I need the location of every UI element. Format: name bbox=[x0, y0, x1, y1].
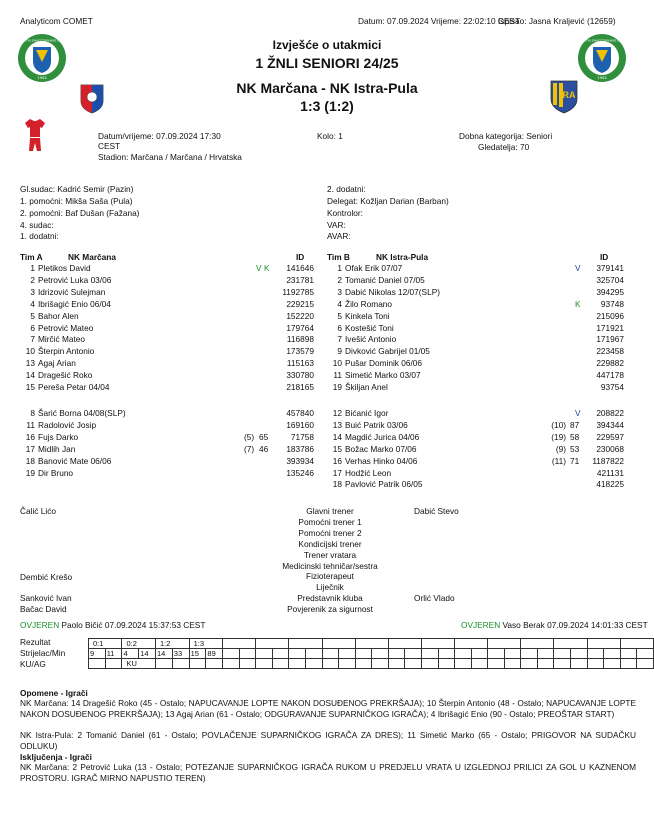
player-number: 12 bbox=[332, 408, 342, 418]
player-id: 229882 bbox=[596, 358, 624, 369]
player-number: 17 bbox=[25, 443, 35, 454]
ku-cell: KU bbox=[122, 659, 156, 669]
match-score: 1:3 (1:2) bbox=[300, 98, 354, 114]
player-id: 116898 bbox=[286, 334, 314, 345]
player-name: Agaj Arian bbox=[38, 358, 76, 369]
player-name: Ibrišagić Enio 06/04 bbox=[38, 298, 111, 309]
ku-cell bbox=[504, 659, 521, 669]
player-number: 6 bbox=[30, 322, 35, 333]
result-cell bbox=[289, 639, 322, 649]
player-id: 179764 bbox=[286, 322, 314, 333]
player-row bbox=[0, 382, 654, 393]
staff-role: Predstavnik kluba bbox=[297, 593, 363, 604]
player-row bbox=[0, 420, 654, 431]
player-number: 4 bbox=[337, 298, 342, 309]
player-name: Kinkela Toni bbox=[345, 310, 390, 321]
scorer-cell bbox=[405, 649, 422, 659]
result-cell bbox=[322, 639, 355, 649]
scorer-cell: 4 bbox=[122, 649, 139, 659]
player-number: 2 bbox=[30, 274, 35, 285]
player-number: 5 bbox=[30, 310, 35, 321]
player-number: 1 bbox=[30, 263, 35, 273]
sub-for: (7) bbox=[244, 443, 255, 454]
ku-cell bbox=[488, 659, 505, 669]
player-number: 10 bbox=[332, 358, 342, 369]
ku-cell bbox=[189, 659, 206, 669]
sub-minute: 65 bbox=[259, 431, 269, 442]
ku-cell bbox=[105, 659, 122, 669]
player-row bbox=[0, 287, 654, 298]
staff-role: Medicinski tehničar/sestra bbox=[282, 560, 378, 571]
team-a-name: NK Marčana bbox=[68, 252, 116, 262]
player-row bbox=[0, 346, 654, 357]
home-head-coach: Čalić Lićo bbox=[20, 506, 56, 516]
scorer-cell bbox=[322, 649, 339, 659]
player-name: Pavlović Patrik 06/05 bbox=[345, 479, 423, 490]
player-number: 1 bbox=[337, 263, 342, 273]
ku-cell bbox=[206, 659, 223, 669]
ku-cell bbox=[438, 659, 455, 669]
player-id: 173579 bbox=[286, 346, 314, 357]
player-row bbox=[0, 479, 654, 490]
away-head-coach: Dabić Stevo bbox=[414, 506, 459, 516]
official-line: VAR: bbox=[327, 220, 346, 230]
player-number: 13 bbox=[332, 419, 342, 430]
scorer-label: Strijelac/Min bbox=[20, 648, 66, 658]
player-name: Kostešić Toni bbox=[345, 322, 394, 333]
player-number: 7 bbox=[30, 334, 35, 345]
away-representative: Orlić Vlado bbox=[414, 593, 455, 603]
scorer-cell bbox=[289, 649, 306, 659]
player-row bbox=[0, 444, 654, 455]
ku-cell bbox=[521, 659, 538, 669]
player-number: 19 bbox=[332, 382, 342, 392]
player-name: Idrizović Sulejman bbox=[38, 286, 106, 297]
player-id: 171967 bbox=[596, 334, 624, 345]
scorer-row bbox=[89, 649, 654, 659]
scorer-cell bbox=[521, 649, 538, 659]
age-category: Dobna kategorija: Seniori bbox=[459, 131, 553, 141]
scorer-cell: 33 bbox=[172, 649, 189, 659]
ku-cell bbox=[372, 659, 389, 669]
match-stadium: Stadion: Marčana / Marčana / Hrvatska bbox=[98, 152, 242, 162]
staff-role: Povjerenik za sigurnost bbox=[287, 604, 373, 615]
player-id: 325704 bbox=[596, 274, 624, 285]
scorer-cell: 15 bbox=[189, 649, 206, 659]
result-cell bbox=[620, 639, 653, 649]
player-id: 71758 bbox=[290, 431, 314, 442]
team-a-id-header: ID bbox=[296, 252, 305, 262]
official-line: 1. pomoćni: Mikša Saša (Pula) bbox=[20, 196, 133, 206]
sub-minute: 87 bbox=[570, 419, 580, 430]
ku-cell bbox=[421, 659, 438, 669]
scorer-cell: 14 bbox=[155, 649, 172, 659]
ku-cell bbox=[637, 659, 654, 669]
result-cell bbox=[554, 639, 587, 649]
player-id: 115163 bbox=[286, 358, 314, 369]
svg-text:1953: 1953 bbox=[597, 75, 607, 80]
player-number: 14 bbox=[25, 370, 35, 381]
player-id: 93754 bbox=[600, 382, 624, 392]
player-id: 230068 bbox=[596, 443, 624, 454]
player-number: 15 bbox=[332, 443, 342, 454]
ku-cell bbox=[455, 659, 472, 669]
player-number: 16 bbox=[25, 431, 35, 442]
player-name: Buić Patrik 03/06 bbox=[345, 419, 408, 430]
player-name: Šarić Borna 04/08(SLP) bbox=[38, 408, 126, 418]
staff-role: Liječnik bbox=[316, 582, 344, 593]
sub-for: (5) bbox=[244, 431, 255, 442]
player-number: 4 bbox=[30, 298, 35, 309]
scorer-cell bbox=[438, 649, 455, 659]
sub-minute: 58 bbox=[570, 431, 580, 442]
result-cell bbox=[256, 639, 289, 649]
scorer-cell bbox=[488, 649, 505, 659]
player-number: 18 bbox=[25, 455, 35, 466]
player-number: 5 bbox=[337, 310, 342, 321]
player-number: 14 bbox=[332, 431, 342, 442]
player-number: 15 bbox=[25, 382, 35, 392]
away-verified bbox=[461, 620, 648, 630]
sub-minute: 71 bbox=[570, 455, 580, 466]
player-row bbox=[0, 275, 654, 286]
scorer-cell bbox=[504, 649, 521, 659]
player-row bbox=[0, 334, 654, 345]
result-cell bbox=[488, 639, 521, 649]
player-id: 229215 bbox=[286, 298, 314, 309]
player-name: Verhas Hinko 04/06 bbox=[345, 455, 418, 466]
team-b-id-header: ID bbox=[600, 252, 609, 262]
scorer-cell bbox=[537, 649, 554, 659]
svg-text:NOGOMETNI SAVEZ ŽUPANIJE ISTAR: NOGOMETNI SAVEZ ŽUPANIJE ISTARSKE bbox=[12, 38, 72, 43]
player-number: 9 bbox=[337, 346, 342, 357]
player-name: Dir Bruno bbox=[38, 467, 74, 478]
player-name: Banović Mate 06/06 bbox=[38, 455, 112, 466]
home-verified-text: Paolo Bičić 07.09.2024 15:37:53 CEST bbox=[61, 620, 206, 630]
match-timezone: CEST bbox=[98, 141, 121, 151]
player-name: Tomanić Daniel 07/05 bbox=[345, 274, 425, 285]
ku-cell bbox=[89, 659, 106, 669]
result-cell bbox=[421, 639, 454, 649]
player-number: 16 bbox=[332, 455, 342, 466]
staff-role: Pomoćni trener 1 bbox=[298, 516, 362, 527]
ku-cell bbox=[339, 659, 356, 669]
scorer-cell bbox=[455, 649, 472, 659]
player-name: Pletikos David bbox=[38, 263, 91, 273]
sub-for: (10) bbox=[551, 419, 566, 430]
scorer-cell bbox=[223, 649, 240, 659]
official-line: AVAR: bbox=[327, 231, 351, 241]
player-id: 215096 bbox=[596, 310, 624, 321]
spectators: Gledatelja: 70 bbox=[478, 142, 530, 152]
ku-cell bbox=[537, 659, 554, 669]
player-id: 218165 bbox=[286, 382, 314, 392]
goalkeeper-mark: V bbox=[256, 263, 262, 273]
sub-for: (11) bbox=[551, 455, 566, 466]
player-name: Divković Gabrijel 01/05 bbox=[345, 346, 430, 357]
player-name: Šterpin Antonio bbox=[38, 346, 95, 357]
ku-cell bbox=[306, 659, 323, 669]
player-name: Mirčić Mateo bbox=[38, 334, 86, 345]
official-line: 1. dodatni: bbox=[20, 231, 59, 241]
result-cell: 0:1 bbox=[89, 639, 122, 649]
player-id: 135246 bbox=[286, 467, 314, 478]
home-representative: Sanković Ivan bbox=[20, 593, 72, 603]
company-name: Analyticom COMET bbox=[20, 16, 93, 26]
expulsions-home: NK Marčana: 2 Petrović Luka (13 - Ostalo; POTEZANJE SUPARNIČKOG IGRAČA RUKOM U PREDJELU VRATA U IZGLEDNOJ PRILICI ZA GOL U KAZNENOM PROSTORU. IGRAČ MIRNO NAPUSTIO TEREN) bbox=[20, 762, 636, 783]
away-club-crest bbox=[550, 80, 578, 114]
league-title: 1 ŽNLI SENIORI 24/25 bbox=[255, 55, 399, 71]
ku-cell bbox=[405, 659, 422, 669]
player-name: Božac Marko 07/06 bbox=[345, 443, 417, 454]
scorer-cell: 9 bbox=[89, 649, 106, 659]
away-verified-label: OVJEREN bbox=[461, 620, 501, 630]
player-number: 6 bbox=[337, 322, 342, 333]
match-round: Kolo: 1 bbox=[317, 131, 343, 141]
home-physio: Dembić Krešo bbox=[20, 572, 73, 582]
player-row bbox=[0, 408, 654, 419]
staff-role: Fizioterapeut bbox=[306, 571, 354, 582]
goalkeeper-mark: V bbox=[575, 408, 581, 418]
player-name: Dabić Nikolas 12/07(SLP) bbox=[345, 286, 440, 297]
player-name: Ivešić Antonio bbox=[345, 334, 397, 345]
team-b-label: Tim B bbox=[327, 252, 350, 262]
away-verified-text: Vaso Berak 07.09.2024 14:01:33 CEST bbox=[502, 620, 648, 630]
player-name: Fujs Darko bbox=[38, 431, 79, 442]
player-id: 1187822 bbox=[592, 455, 624, 466]
ku-cell bbox=[239, 659, 256, 669]
player-name: Hodžić Leon bbox=[345, 467, 392, 478]
ku-cell bbox=[620, 659, 637, 669]
home-club-crest bbox=[80, 84, 104, 114]
official-line: 2. pomoćni: Baf Dušan (Fažana) bbox=[20, 208, 140, 218]
player-number: 8 bbox=[30, 408, 35, 418]
expulsions-title: Isključenja - Igrači bbox=[20, 752, 92, 762]
player-name: Magdić Jurica 04/06 bbox=[345, 431, 420, 442]
captain-mark: K bbox=[575, 298, 581, 309]
player-id: 152220 bbox=[286, 310, 314, 321]
player-number: 3 bbox=[30, 286, 35, 297]
player-number: 11 bbox=[333, 370, 342, 381]
scorer-cell bbox=[239, 649, 256, 659]
player-name: Radolović Josip bbox=[38, 419, 97, 430]
result-cell bbox=[455, 639, 488, 649]
scorer-cell bbox=[587, 649, 604, 659]
player-number: 13 bbox=[25, 358, 35, 369]
player-id: 141646 bbox=[286, 263, 314, 273]
player-row bbox=[0, 358, 654, 369]
warnings-home: NK Marčana: 14 Dragešić Roko (45 - Ostalo; NAPUCAVANJE LOPTE NAKON DOSUĐENOG PREKRŠAJA); 10 Šterpin Antonio (48 - Ostalo; NAPUCAVANJE LOPTE NAKON DOSUĐENOG PREKRŠAJA); 13 Agaj Arian (61 - Ostalo; ODGURAVANJE SUPARNIČKOG IGRAČA); 4 Ibrišagić Enio (90 - Ostalo; PREOŠTAR START) bbox=[20, 698, 636, 719]
scorer-cell bbox=[372, 649, 389, 659]
ku-cell bbox=[355, 659, 372, 669]
player-id: 457840 bbox=[286, 408, 314, 418]
ku-row bbox=[89, 659, 654, 669]
result-cell bbox=[521, 639, 554, 649]
player-row bbox=[0, 299, 654, 310]
ku-cell bbox=[554, 659, 571, 669]
player-name: Bahor Alen bbox=[38, 310, 79, 321]
goalkeeper-mark: V bbox=[575, 263, 581, 273]
player-id: 93748 bbox=[600, 298, 624, 309]
player-id: 231781 bbox=[286, 274, 314, 285]
ku-cell bbox=[388, 659, 405, 669]
player-row bbox=[0, 263, 654, 274]
scorer-cell: 11 bbox=[105, 649, 122, 659]
player-id: 169160 bbox=[286, 419, 314, 430]
player-row bbox=[0, 456, 654, 467]
svg-text:1953: 1953 bbox=[37, 75, 47, 80]
scorer-cell: 89 bbox=[206, 649, 223, 659]
result-table bbox=[88, 638, 654, 669]
print-date: Datum: 07.09.2024 Vrijeme: 22:02:10 CEST bbox=[358, 16, 521, 26]
sub-for: (9) bbox=[555, 443, 566, 454]
player-id: 418225 bbox=[596, 479, 624, 490]
player-name: Pereša Petar 04/04 bbox=[38, 382, 110, 392]
home-kit-icon bbox=[24, 118, 46, 152]
player-name: Dragešić Roko bbox=[38, 370, 93, 381]
official-line: Gl.sudac: Kadrić Semir (Pazin) bbox=[20, 184, 134, 194]
player-name: Petrović Mateo bbox=[38, 322, 94, 333]
player-name: Bićanić Igor bbox=[345, 408, 389, 418]
ku-label: KU/AG bbox=[20, 659, 46, 669]
official-line: 2. dodatni: bbox=[327, 184, 366, 194]
result-cell: 1:2 bbox=[155, 639, 189, 649]
player-id: 394295 bbox=[596, 286, 624, 297]
result-cell bbox=[223, 639, 256, 649]
player-row bbox=[0, 468, 654, 479]
official-line: 4. sudac: bbox=[20, 220, 54, 230]
player-name: Simetić Marko 03/07 bbox=[345, 370, 421, 381]
scorer-cell: 14 bbox=[139, 649, 156, 659]
sub-for: (19) bbox=[551, 431, 566, 442]
ku-cell bbox=[322, 659, 339, 669]
player-id: 394344 bbox=[596, 419, 624, 430]
player-id: 208822 bbox=[596, 408, 624, 418]
official-line: Kontrolor: bbox=[327, 208, 363, 218]
player-name: Škiljan Anel bbox=[345, 382, 388, 392]
scorer-cell bbox=[471, 649, 488, 659]
player-row bbox=[0, 432, 654, 443]
ku-cell bbox=[272, 659, 289, 669]
player-row bbox=[0, 370, 654, 381]
home-verified bbox=[20, 620, 205, 630]
player-number: 7 bbox=[337, 334, 342, 345]
scorer-cell bbox=[272, 649, 289, 659]
player-number: 10 bbox=[25, 346, 35, 357]
player-row bbox=[0, 311, 654, 322]
scorer-cell bbox=[637, 649, 654, 659]
ku-cell bbox=[155, 659, 172, 669]
ku-cell bbox=[571, 659, 588, 669]
player-name: Midlih Jan bbox=[38, 443, 76, 454]
player-number: 11 bbox=[26, 419, 35, 430]
printed-by: Ispisao: Jasna Kraljević (12659) bbox=[498, 16, 616, 26]
scorer-cell bbox=[339, 649, 356, 659]
result-cell bbox=[355, 639, 388, 649]
captain-mark: K bbox=[264, 263, 270, 273]
scorer-cell bbox=[256, 649, 273, 659]
sub-minute: 46 bbox=[259, 443, 269, 454]
ku-cell bbox=[289, 659, 306, 669]
ku-cell bbox=[604, 659, 621, 669]
player-id: 447178 bbox=[596, 370, 624, 381]
staff-role: Kondicijski trener bbox=[298, 538, 362, 549]
scorer-cell bbox=[306, 649, 323, 659]
sub-minute: 53 bbox=[570, 443, 580, 454]
home-verified-label: OVJEREN bbox=[20, 620, 60, 630]
report-title: Izvješće o utakmici bbox=[272, 38, 382, 52]
scorer-cell bbox=[554, 649, 571, 659]
result-cell bbox=[388, 639, 421, 649]
player-number: 18 bbox=[332, 479, 342, 490]
player-number: 2 bbox=[337, 274, 342, 285]
player-name: Pušar Dominik 06/06 bbox=[345, 358, 423, 369]
player-id: 229597 bbox=[596, 431, 624, 442]
warnings-away: NK Istra-Pula: 2 Tomanić Daniel (61 - Ostalo; POVLAČENJE SUPARNIČKOG IGRAČA ZA DRES); 11 Simetić Marko (65 - Ostalo; PRIGOVOR NA SUDAČKU ODLUKU) bbox=[20, 730, 636, 751]
player-row bbox=[0, 323, 654, 334]
player-id: 393934 bbox=[286, 455, 314, 466]
result-cell: 1:3 bbox=[189, 639, 223, 649]
ku-cell bbox=[471, 659, 488, 669]
team-a-label: Tim A bbox=[20, 252, 43, 262]
scorer-cell bbox=[571, 649, 588, 659]
svg-text:NOGOMETNI SAVEZ ŽUPANIJE ISTAR: NOGOMETNI SAVEZ ŽUPANIJE ISTARSKE bbox=[572, 38, 632, 43]
staff-role: Pomoćni trener 2 bbox=[298, 527, 362, 538]
player-number: 19 bbox=[25, 467, 35, 478]
ku-cell bbox=[256, 659, 273, 669]
player-name: Ofak Erik 07/07 bbox=[345, 263, 403, 273]
scorer-cell bbox=[388, 649, 405, 659]
svg-text:RA: RA bbox=[562, 90, 576, 100]
scorer-cell bbox=[620, 649, 637, 659]
player-id: 421131 bbox=[596, 467, 624, 478]
staff-role: Glavni trener bbox=[306, 506, 354, 516]
ku-cell bbox=[223, 659, 240, 669]
player-name: Žilo Romano bbox=[345, 298, 393, 309]
scorer-cell bbox=[604, 649, 621, 659]
warnings-title: Opomene - Igrači bbox=[20, 688, 88, 698]
staff-role: Trener vratara bbox=[303, 549, 357, 560]
player-id: 183786 bbox=[286, 443, 314, 454]
scorer-cell bbox=[421, 649, 438, 659]
match-datetime: Datum/vrijeme: 07.09.2024 17:30 bbox=[98, 131, 221, 141]
match-title: NK Marčana - NK Istra-Pula bbox=[236, 80, 418, 96]
result-cell: 0:2 bbox=[122, 639, 156, 649]
scorer-cell bbox=[355, 649, 372, 659]
result-cell bbox=[587, 639, 620, 649]
player-id: 223458 bbox=[596, 346, 624, 357]
player-id: 171921 bbox=[596, 322, 624, 333]
official-line: Delegat: Kožljan Darian (Barban) bbox=[327, 196, 449, 206]
player-number: 3 bbox=[337, 286, 342, 297]
home-security: Bačac David bbox=[20, 604, 67, 614]
player-id: 1192785 bbox=[282, 286, 314, 297]
ku-cell bbox=[587, 659, 604, 669]
team-b-name: NK Istra-Pula bbox=[376, 252, 429, 262]
ku-cell bbox=[172, 659, 189, 669]
result-row bbox=[89, 639, 654, 649]
player-id: 330780 bbox=[286, 370, 314, 381]
player-name: Petrović Luka 03/06 bbox=[38, 274, 112, 285]
result-label: Rezultat bbox=[20, 637, 51, 647]
player-number: 17 bbox=[332, 467, 342, 478]
player-id: 379141 bbox=[596, 263, 624, 273]
